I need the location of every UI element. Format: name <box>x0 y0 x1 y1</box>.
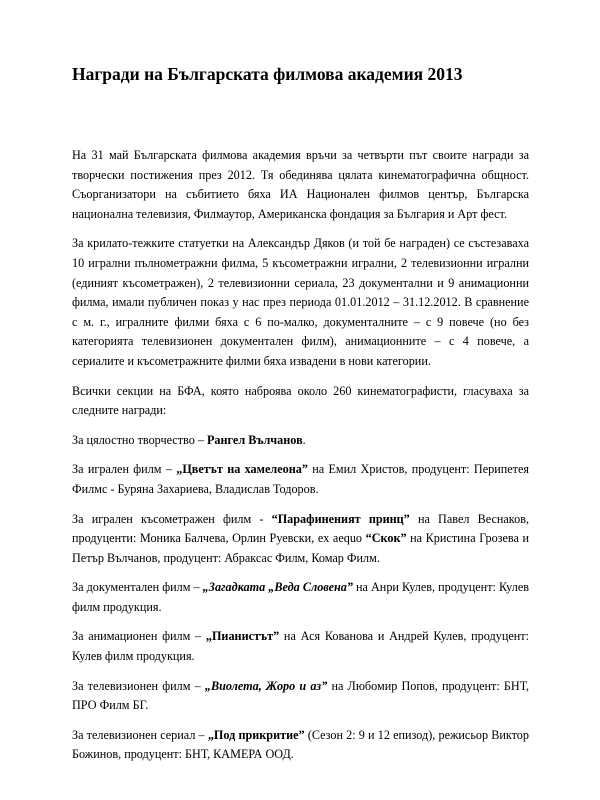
award-short-mid: на Павел Веснаков, продуценти: Моника Балчева, Орлин Руевски, ex aequo <box>72 511 529 546</box>
award-lifetime-label: За цялостно творчество – <box>72 432 207 447</box>
award-feature-tail: на Емил Христов, продуцент: Перипетея Филмс - Буряна Захариева, Владислав Тодоров. <box>72 462 529 496</box>
award-tv-film <box>72 677 529 716</box>
award-tv-series-tail: (Сезон 2: 9 и 12 епизод), режисьор Виктор Божинов, продуцент: БНТ, КАМЕРА ООД. <box>72 727 529 762</box>
voting-paragraph: Всички секции на БФА, която наброява около 260 кинематографисти, гласуваха за следните награди: <box>72 383 529 418</box>
competition-paragraph: За крилато-тежките статуетки на Александър Дяков (и той бе награден) се състезаваха 10 игрални пълнометражни филма, 5 късометражни игрални, 2 телевизионни игрални (единият късометражен), 2 телевизионни сериала, 23 документални и 9 анимационни филма, имали публичен показ у нас през периода 01.01.2012 – 31.12.2012. В сравнение с м. г., игралните филми бяха с 6 по-малко, документалните – с 9 повече (но без категорията телевизионен документален филм), анимационните – с 4 повече, а сериалите и късометражните филми бяха извадени в нови категории. <box>72 236 529 368</box>
award-short-label: За игрален късометражен филм - <box>72 511 272 526</box>
award-animation-name: „Пианистът” <box>205 629 280 644</box>
award-short-name2: “Скок” <box>365 531 407 546</box>
award-documentary-label: За документален филм – <box>72 580 203 595</box>
award-feature-label: За игрален филм – <box>72 462 177 477</box>
award-documentary <box>72 578 529 617</box>
award-lifetime-tail: . <box>302 432 306 447</box>
award-feature-name: „Цветът на хамелеона” <box>176 462 308 477</box>
award-lifetime <box>72 431 529 451</box>
award-animation <box>72 627 529 666</box>
award-short-tail: на Кристина Грозева и Петър Вълчанов, продуцент: Абраксас Филм, Комар Филм. <box>72 531 529 565</box>
intro-paragraph: На 31 май Българската филмова академия връчи за четвърти път своите награди за творчески постижения през 2012. Тя обединява цялата кинематографична общност. Съорганизатори на събитието бяха ИА Национален филмов център, Българска национална телевизия, Филмаутор, Американска фондация за България и Арт фест. <box>72 148 529 221</box>
award-feature <box>72 460 529 499</box>
award-tv-film-name: „Виолета, Жоро и аз” <box>204 678 328 693</box>
award-animation-label: За анимационен филм – <box>72 629 206 644</box>
award-tv-series <box>72 726 529 765</box>
award-animation-tail: на Ася Кованова и Андрей Кулев, продуцент: Кулев филм продукция. <box>72 629 529 664</box>
page-title: Награди на Българската филмова академия 2013 <box>72 64 463 84</box>
award-tv-film-tail: на Любомир Попов, продуцент: БНТ, ПРО Филм БГ. <box>72 678 529 713</box>
award-tv-series-label: За телевизионен сериал – <box>72 727 208 742</box>
award-tv-film-label: За телевизионен филм – <box>72 678 205 693</box>
award-short-name: “Парафиненият принц” <box>271 511 410 526</box>
document-body <box>72 146 529 765</box>
award-lifetime-name: Рангел Вълчанов <box>206 432 303 447</box>
award-short <box>72 510 529 569</box>
award-tv-series-name: „Под прикритие” <box>207 727 305 742</box>
award-documentary-tail: на Анри Кулев, продуцент: Кулев филм продукция. <box>72 580 529 614</box>
award-documentary-name: „Загадката „Веда Словена” <box>202 580 353 595</box>
